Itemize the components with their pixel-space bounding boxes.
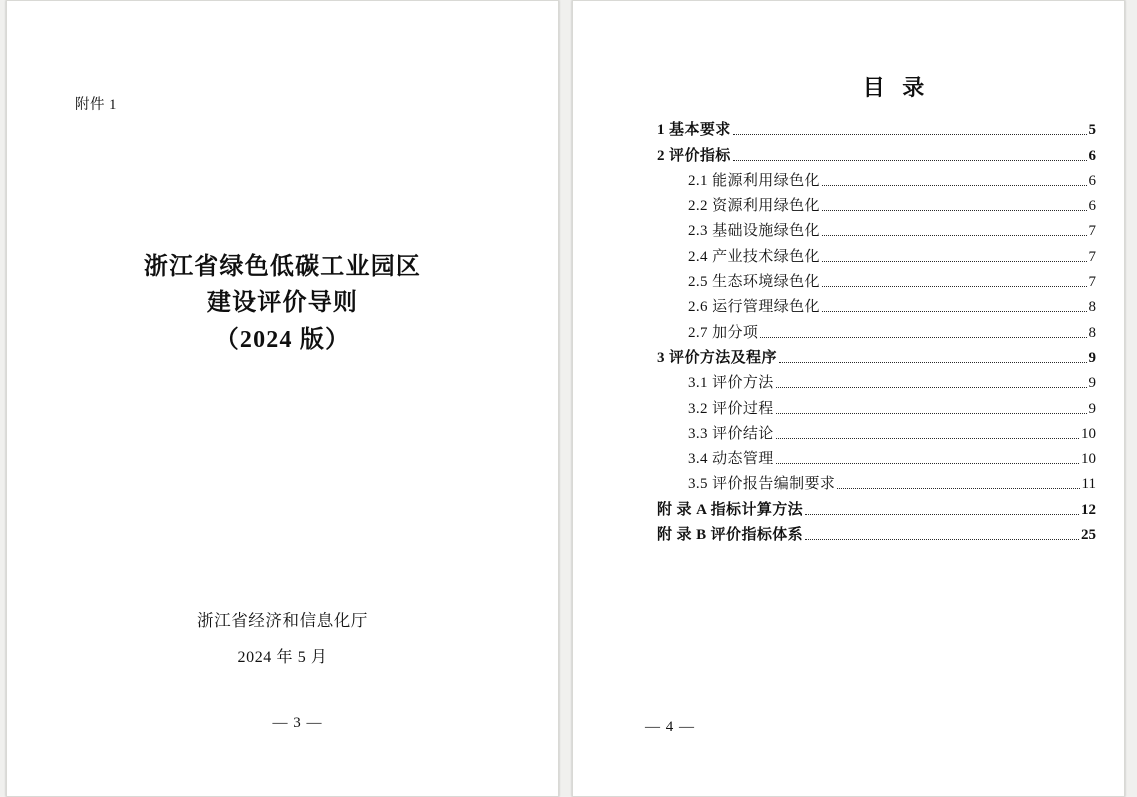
document-page-toc [572,0,1125,797]
toc-leader-dots [776,437,1079,439]
toc-entry-page: 9 [1088,400,1096,417]
toc-entry-appendix-a[interactable] [657,492,1096,517]
toc-leader-dots [776,386,1087,388]
toc-entry[interactable] [657,164,1096,189]
issuing-organization: 浙江省经济和信息化厅 [197,611,368,630]
toc-entry-label: 3.2 评价过程 [688,400,774,417]
page-title [7,249,558,358]
toc-entry-page: 8 [1088,324,1096,341]
toc-entry[interactable] [657,189,1096,214]
toc-entry-page: 6 [1088,198,1096,215]
document-page-cover [6,0,559,797]
toc-leader-dots [776,462,1079,464]
toc-entry-label: 2.4 产业技术绿色化 [688,248,820,265]
toc-entry[interactable] [657,341,1096,366]
toc-entry-page: 5 [1088,122,1096,139]
toc-entry-page: 12 [1081,501,1096,518]
toc-entry-page: 7 [1088,248,1096,265]
publication-date: 2024 年 5 月 [237,648,328,666]
toc-entry-page: 7 [1088,274,1096,291]
toc-entry-page: 25 [1081,527,1096,544]
toc-entry-label: 2.3 基础设施绿色化 [688,223,820,240]
toc-leader-dots [733,159,1087,161]
toc-entry-page: 10 [1081,451,1096,468]
page-title-line-1: 浙江省绿色低碳工业园区 [143,254,422,280]
toc-entry-label: 3 评价方法及程序 [657,349,777,366]
toc-entry-page: 10 [1081,425,1096,442]
toc-leader-dots [837,487,1079,489]
toc-leader-dots [805,513,1079,515]
toc-leader-dots [776,412,1087,414]
toc-list [657,113,1096,543]
page-title-line-2: 建设评价导则 [206,290,359,317]
toc-entry-label: 2.2 资源利用绿色化 [688,198,820,215]
toc-entry-page: 6 [1088,172,1096,189]
toc-entry-label: 3.5 评价报告编制要求 [688,476,836,493]
toc-entry[interactable] [657,315,1096,340]
page-number-cover: — 3 — [272,715,323,731]
cover-footer [7,613,558,666]
toc-leader-dots [733,133,1087,135]
toc-entry-page: 9 [1088,349,1096,366]
toc-leader-dots [805,538,1079,540]
toc-entry[interactable] [657,113,1096,138]
toc-entry[interactable] [657,391,1096,416]
toc-entry[interactable] [657,467,1096,492]
toc-entry-page: 8 [1088,299,1096,316]
toc-entry-label: 附 录 A 指标计算方法 [657,501,804,518]
toc-entry-label: 2.5 生态环境绿色化 [688,274,820,291]
toc-entry-label: 1 基本要求 [657,122,731,139]
toc-leader-dots [822,209,1087,211]
toc-leader-dots [822,184,1087,186]
toc-entry-label: 2.1 能源利用绿色化 [688,172,820,189]
toc-leader-dots [822,260,1087,262]
toc-entry[interactable] [657,442,1096,467]
toc-entry[interactable] [657,290,1096,315]
toc-entry-label: 附 录 B 评价指标体系 [657,527,804,544]
toc-entry[interactable] [657,417,1096,442]
toc-entry-page: 6 [1088,147,1096,164]
toc-entry-page: 7 [1088,223,1096,240]
toc-leader-dots [779,361,1087,363]
toc-leader-dots [760,336,1086,338]
toc-entry-label: 2.7 加分项 [688,324,759,341]
toc-entry-label: 3.4 动态管理 [688,451,774,468]
toc-entry[interactable] [657,214,1096,239]
toc-leader-dots [822,234,1087,236]
page-title-line-3: （2024 版） [214,326,351,353]
toc-entry-label: 2 评价指标 [657,147,731,164]
toc-entry-page: 11 [1081,476,1096,493]
toc-leader-dots [822,285,1087,287]
toc-entry[interactable] [657,265,1096,290]
toc-entry[interactable] [657,239,1096,264]
toc-entry-label: 3.1 评价方法 [688,375,774,392]
toc-entry-label: 2.6 运行管理绿色化 [688,299,820,316]
attachment-label: 附件 1 [75,97,117,113]
toc-entry-page: 9 [1088,375,1096,392]
toc-leader-dots [822,310,1087,312]
toc-entry-appendix-b[interactable] [657,518,1096,543]
toc-entry-label: 3.3 评价结论 [688,425,774,442]
page-number-toc: — 4 — [645,719,695,735]
toc-entry[interactable] [657,366,1096,391]
toc-entry[interactable] [657,138,1096,163]
toc-heading: 目 录 [862,75,931,100]
